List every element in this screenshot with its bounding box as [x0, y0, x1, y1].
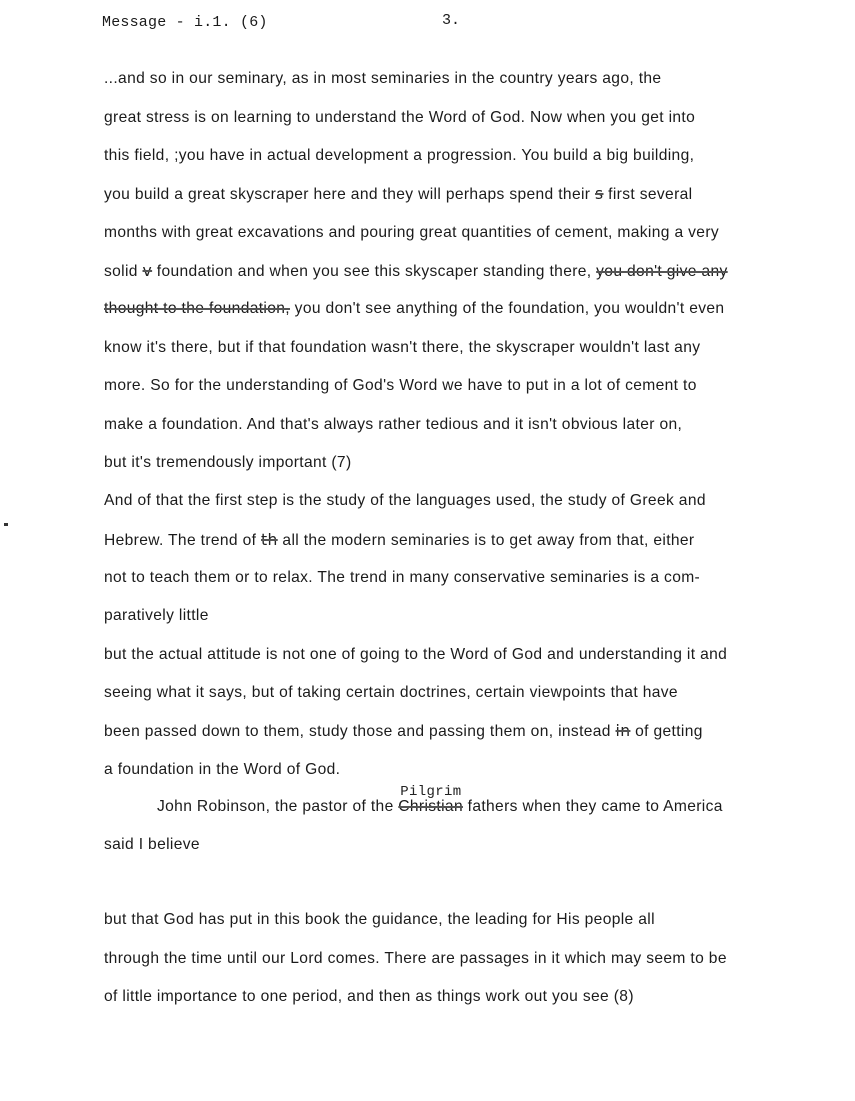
- text-segment: of getting: [630, 723, 703, 740]
- text-line: seeing what it says, but of taking certain doctrines, certain viewpoints that have: [104, 684, 678, 701]
- struck-text: thought to the foundation,: [104, 300, 290, 317]
- struck-text: you don't give any: [596, 263, 728, 280]
- text-line: of little importance to one period, and then as things work out you see (8): [104, 988, 634, 1005]
- text-segment: solid: [104, 263, 143, 280]
- text-line: not to teach them or to relax. The trend in many conservative seminaries is a com-: [104, 569, 701, 586]
- text-line: but that God has put in this book the guidance, the leading for His people all: [104, 911, 655, 928]
- struck-text: in: [615, 722, 631, 740]
- text-line: ...and so in our seminary, as in most seminaries in the country years ago, the: [104, 70, 662, 87]
- text-line: [104, 185, 692, 204]
- text-segment: been passed down to them, study those and passing them on, instead: [104, 723, 616, 740]
- text-line: [104, 300, 724, 318]
- text-line: more. So for the understanding of God's Word we have to put in a lot of cement to: [104, 377, 697, 394]
- text-line: make a foundation. And that's always rather tedious and it isn't obvious later on,: [104, 416, 683, 433]
- text-line: but it's tremendously important (7): [104, 454, 352, 471]
- text-line: this field, ;you have in actual development a progression. You build a big building,: [104, 147, 695, 164]
- struck-character: s: [595, 185, 604, 203]
- text-line: months with great excavations and pouring great quantities of cement, making a very: [104, 224, 720, 241]
- text-line: said I believe: [104, 836, 200, 853]
- text-line: great stress is on learning to understand the Word of God. Now when you get into: [104, 109, 696, 126]
- text-line: know it's there, but if that foundation wasn't there, the skyscraper wouldn't last any: [104, 339, 701, 356]
- page-number: 3.: [442, 12, 461, 29]
- text-segment: you build a great skyscraper here and they will perhaps spend their: [104, 186, 596, 203]
- header-title: Message - i.1. (6): [102, 14, 268, 31]
- text-line: but the actual attitude is not one of going to the Word of God and understanding it and: [104, 646, 728, 663]
- text-segment: fathers when they came to America: [462, 798, 723, 815]
- text-line: [104, 531, 694, 550]
- text-segment: all the modern seminaries is to get away from that, either: [277, 532, 695, 549]
- struck-character: v: [142, 262, 153, 280]
- text-line: paratively little: [104, 607, 209, 624]
- text-segment: John Robinson, the pastor of the: [157, 798, 399, 815]
- text-segment: first several: [603, 186, 693, 203]
- text-line: [104, 262, 728, 281]
- margin-mark: [4, 523, 8, 526]
- correction: [398, 784, 463, 816]
- text-line: a foundation in the Word of God.: [104, 761, 341, 778]
- text-line: [157, 784, 723, 816]
- text-segment: you don't see anything of the foundation, you wouldn't even: [289, 300, 725, 317]
- struck-text: Christian: [398, 798, 463, 815]
- inserted-word: Pilgrim: [400, 784, 462, 800]
- text-line: And of that the first step is the study of the languages used, the study of Greek and: [104, 492, 706, 509]
- text-segment: Hebrew. The trend of: [104, 532, 262, 549]
- text-line: [104, 722, 703, 741]
- struck-text: th: [261, 531, 278, 549]
- text-line: through the time until our Lord comes. There are passages in it which may seem to be: [104, 950, 727, 967]
- text-segment: foundation and when you see this skyscaper standing there,: [152, 263, 597, 280]
